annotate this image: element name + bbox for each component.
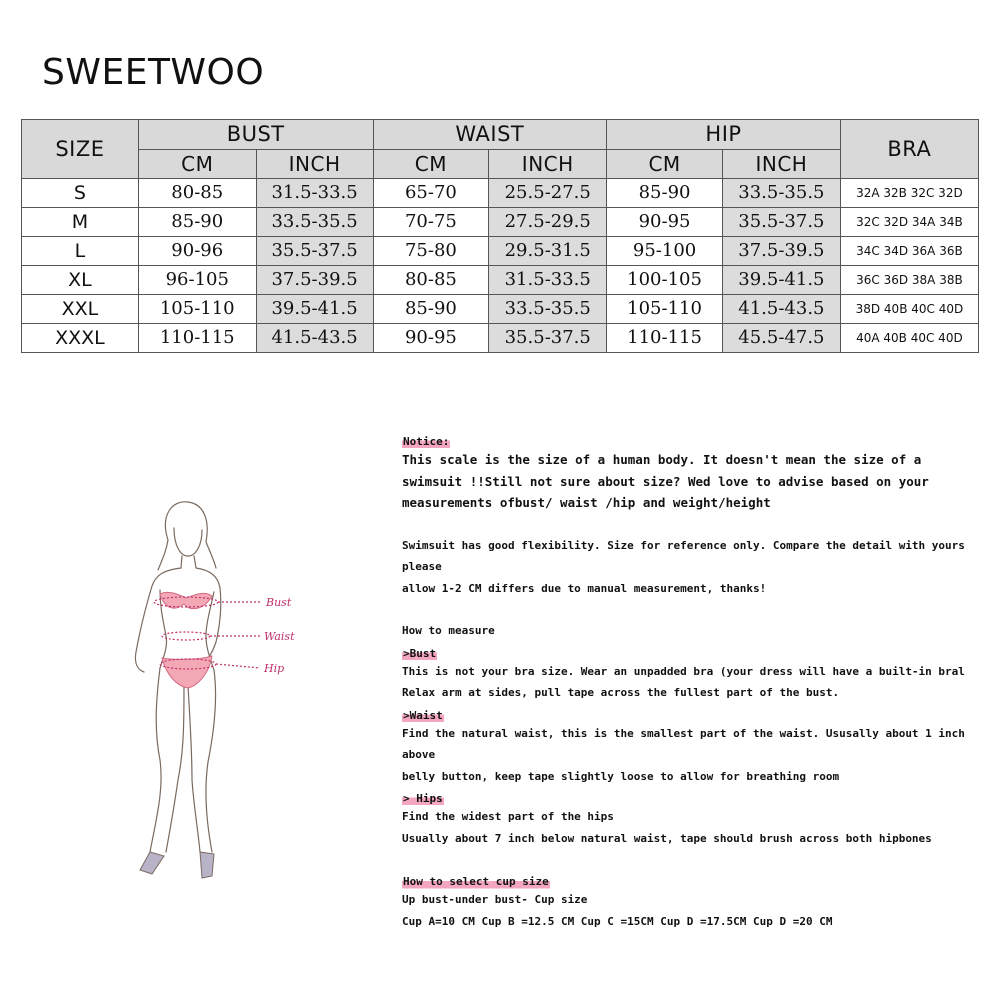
waist-cm-cell: 90-95 <box>373 324 489 353</box>
hip-inch-cell: 33.5-35.5 <box>722 179 840 208</box>
waist-heading: >Waist <box>403 708 443 722</box>
bra-cell: 36C 36D 38A 38B <box>840 266 978 295</box>
waist-inch-cell: 31.5-33.5 <box>489 266 607 295</box>
hip-label: Hip <box>264 662 285 675</box>
size-cell: XXXL <box>22 324 139 353</box>
waist-cm-header: CM <box>373 149 489 179</box>
body-measurement-illustration <box>110 490 340 890</box>
hip-header: HIP <box>607 120 841 150</box>
bust-cm-cell: 85-90 <box>138 208 256 237</box>
waist-inch-cell: 27.5-29.5 <box>489 208 607 237</box>
bust-heading: >Bust <box>403 646 437 660</box>
table-row <box>22 266 979 295</box>
left-shoe <box>140 852 164 874</box>
bust-inch-cell: 35.5-37.5 <box>256 237 373 266</box>
table-row <box>22 179 979 208</box>
notice-heading: Notice: <box>403 435 450 448</box>
how-to-measure-title: How to measure <box>402 624 495 637</box>
bikini-top <box>160 592 212 608</box>
waist-instructions: belly button, keep tape slightly loose to allow for breathing room <box>402 769 840 783</box>
waist-cm-cell: 70-75 <box>373 208 489 237</box>
table-row <box>22 324 979 353</box>
bust-header: BUST <box>138 120 373 150</box>
hip-cm-cell: 105-110 <box>607 295 723 324</box>
hip-cm-cell: 110-115 <box>607 324 723 353</box>
cup-size-text: Cup A=10 CM Cup B =12.5 CM Cup C =15CM Cup D =17.5CM Cup D =20 CM <box>402 914 833 928</box>
bra-cell: 32C 32D 34A 34B <box>840 208 978 237</box>
waist-header: WAIST <box>373 120 607 150</box>
table-row <box>22 208 979 237</box>
size-cell: XXL <box>22 295 139 324</box>
bust-inch-header: INCH <box>256 149 373 179</box>
hip-cm-header: CM <box>607 149 723 179</box>
waist-cm-cell: 85-90 <box>373 295 489 324</box>
waist-inch-cell: 29.5-31.5 <box>489 237 607 266</box>
bust-instructions: Relax arm at sides, pull tape across the fullest part of the bust. <box>402 686 840 699</box>
waist-cm-cell: 65-70 <box>373 179 489 208</box>
waist-inch-cell: 33.5-35.5 <box>489 295 607 324</box>
bust-inch-cell: 41.5-43.5 <box>256 324 373 353</box>
size-cell: M <box>22 208 139 237</box>
waist-instructions: Find the natural waist, this is the smallest part of the waist. Ususally about 1 inch above <box>402 726 965 761</box>
hip-cm-cell: 100-105 <box>607 266 723 295</box>
hip-inch-cell: 37.5-39.5 <box>722 237 840 266</box>
hips-heading: > Hips <box>403 792 443 805</box>
hip-cm-cell: 85-90 <box>607 179 723 208</box>
bust-cm-header: CM <box>138 149 256 179</box>
bra-header: BRA <box>840 120 978 179</box>
hip-cm-cell: 95-100 <box>607 237 723 266</box>
waist-inch-header: INCH <box>489 149 607 179</box>
hip-inch-cell: 45.5-47.5 <box>722 324 840 353</box>
bust-cm-cell: 80-85 <box>138 179 256 208</box>
waist-inch-cell: 25.5-27.5 <box>489 179 607 208</box>
bust-inch-cell: 31.5-33.5 <box>256 179 373 208</box>
bust-inch-cell: 33.5-35.5 <box>256 208 373 237</box>
hip-inch-header: INCH <box>722 149 840 179</box>
bust-cm-cell: 96-105 <box>138 266 256 295</box>
size-header: SIZE <box>22 120 139 179</box>
bra-cell: 40A 40B 40C 40D <box>840 324 978 353</box>
sizing-notes <box>402 430 992 932</box>
bust-cm-cell: 90-96 <box>138 237 256 266</box>
cup-size-text: Up bust-under bust- Cup size <box>402 893 588 906</box>
waist-label: Waist <box>264 630 295 643</box>
notice-text: measurements ofbust/ waist /hip and weight/height <box>402 495 771 510</box>
bust-instructions: This is not your bra size. Wear an unpadded bra (your dress will have a built-in bral <box>402 664 965 678</box>
bust-cm-cell: 110-115 <box>138 324 256 353</box>
bra-cell: 34C 34D 36A 36B <box>840 237 978 266</box>
bust-inch-cell: 39.5-41.5 <box>256 295 373 324</box>
waist-inch-cell: 35.5-37.5 <box>489 324 607 353</box>
waist-cm-cell: 75-80 <box>373 237 489 266</box>
right-shoe <box>200 852 214 878</box>
notice-text: swimsuit !!Still not sure about size? Wed love to advise based on your <box>402 473 929 489</box>
hips-instructions: Find the widest part of the hips <box>402 810 614 823</box>
table-row <box>22 237 979 266</box>
hip-cm-cell: 90-95 <box>607 208 723 237</box>
flexibility-text: Swimsuit has good flexibility. Size for reference only. Compare the detail with yours please <box>402 538 965 573</box>
bust-cm-cell: 105-110 <box>138 295 256 324</box>
hip-inch-cell: 39.5-41.5 <box>722 266 840 295</box>
bra-cell: 32A 32B 32C 32D <box>840 179 978 208</box>
size-cell: S <box>22 179 139 208</box>
notice-text: This scale is the size of a human body. It doesn't mean the size of a <box>402 452 922 467</box>
size-cell: XL <box>22 266 139 295</box>
hips-instructions: Usually about 7 inch below natural waist, tape should brush across both hipbones <box>402 831 932 845</box>
bra-cell: 38D 40B 40C 40D <box>840 295 978 324</box>
bust-label: Bust <box>266 596 292 609</box>
size-chart-table <box>21 119 979 353</box>
brand-title: SWEETWOO <box>42 52 265 93</box>
hip-inch-cell: 35.5-37.5 <box>722 208 840 237</box>
table-row <box>22 295 979 324</box>
flexibility-text: allow 1-2 CM differs due to manual measurement, thanks! <box>402 581 767 595</box>
waist-cm-cell: 80-85 <box>373 266 489 295</box>
bust-inch-cell: 37.5-39.5 <box>256 266 373 295</box>
hip-inch-cell: 41.5-43.5 <box>722 295 840 324</box>
size-cell: L <box>22 237 139 266</box>
cup-size-heading: How to select cup size <box>403 875 549 888</box>
